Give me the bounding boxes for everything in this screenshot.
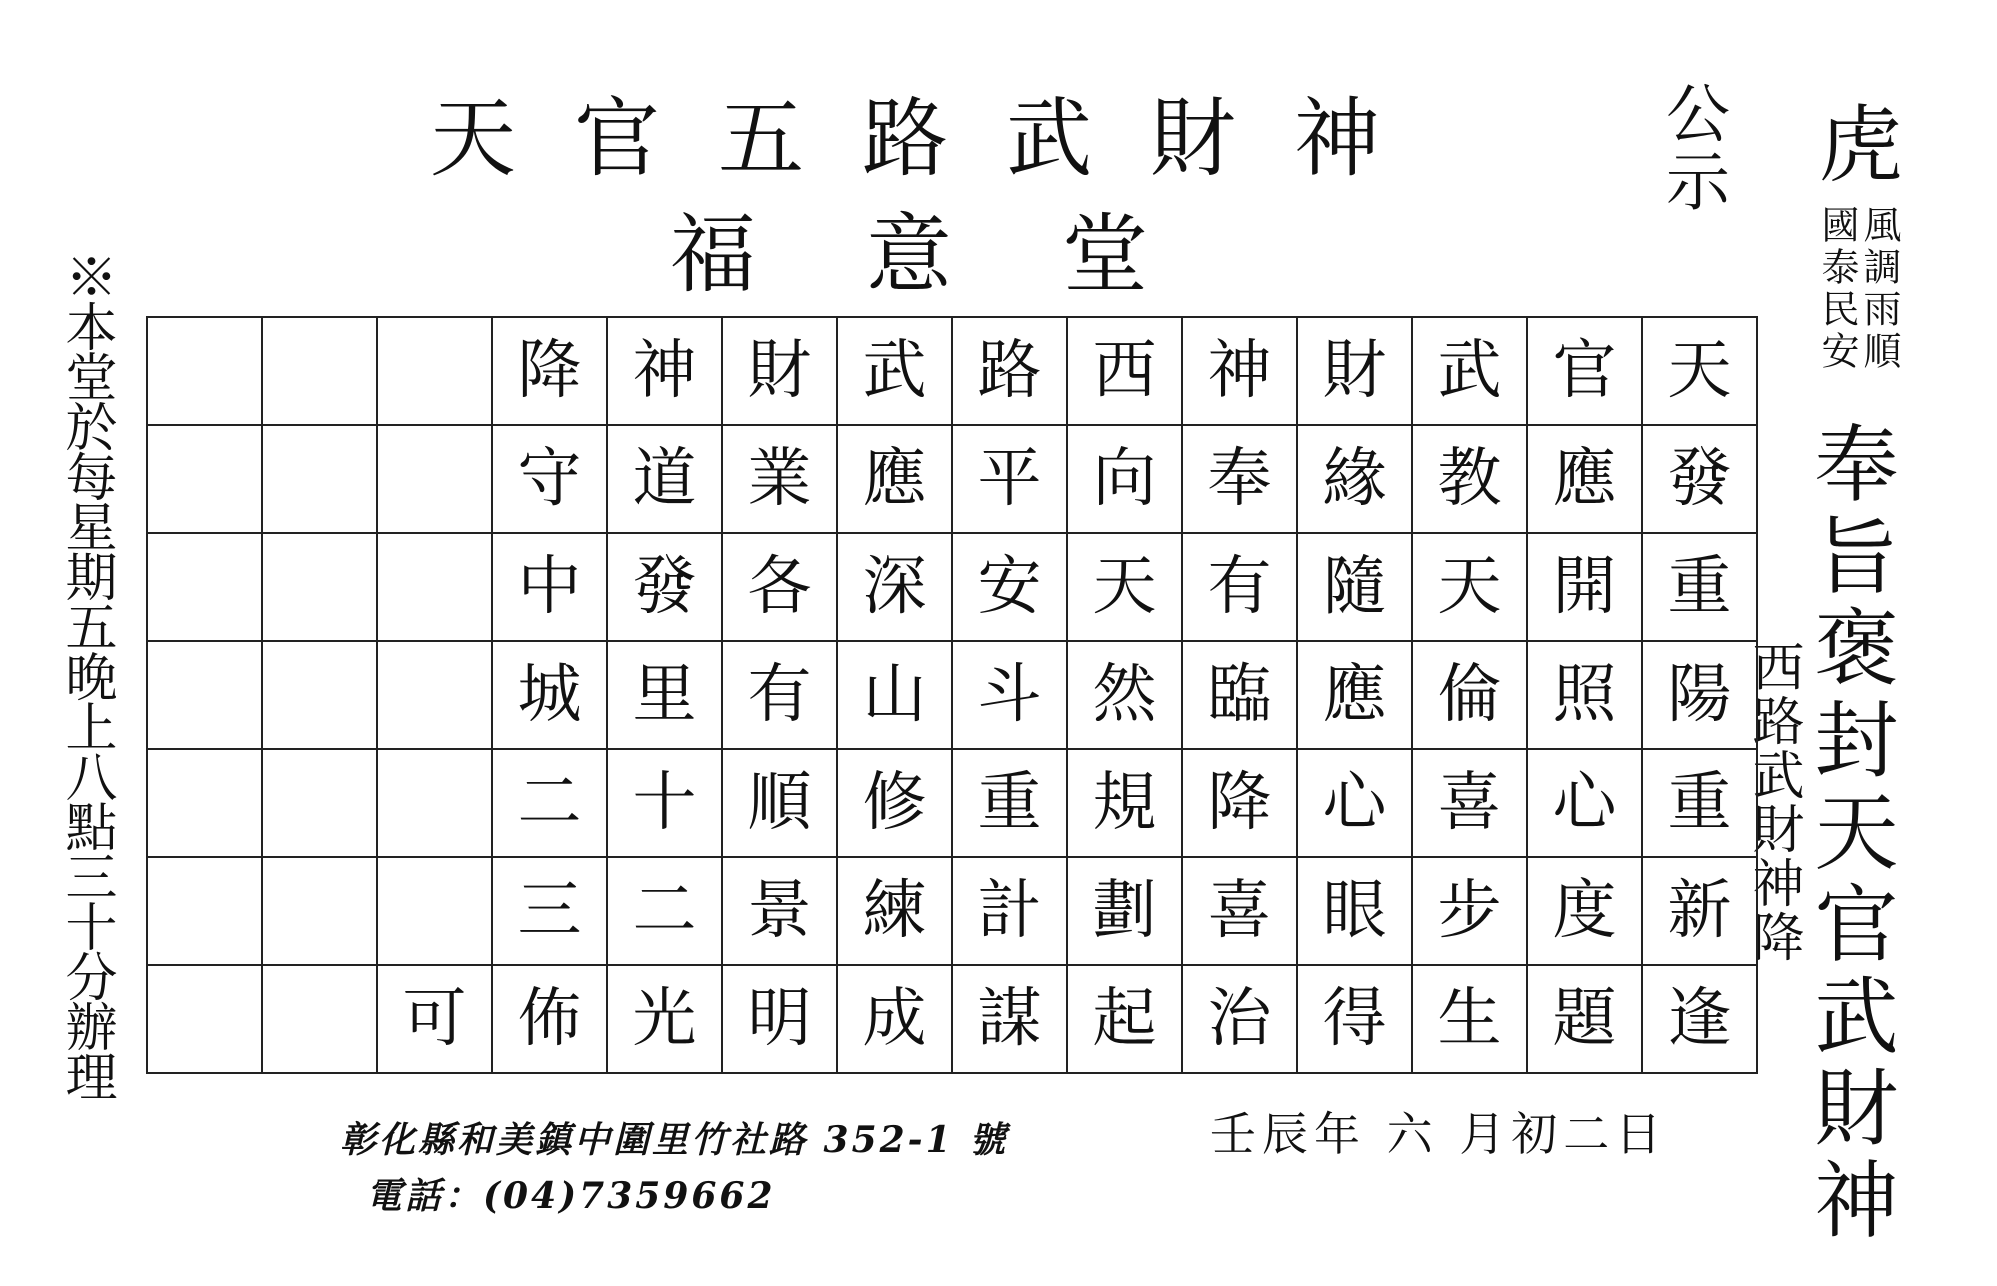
poem-cell: 武: [1412, 317, 1527, 425]
grid-row: [147, 533, 1757, 641]
poem-cell: 業: [722, 425, 837, 533]
poem-cell: 守: [492, 425, 607, 533]
poem-cell: [262, 749, 377, 857]
poem-cell: 奉: [1182, 425, 1297, 533]
poem-cell: 題: [1527, 965, 1642, 1073]
poem-cell: 各: [722, 533, 837, 641]
grid-row: [147, 965, 1757, 1073]
poem-cell: 安: [952, 533, 1067, 641]
poem-cell: 謀: [952, 965, 1067, 1073]
poem-cell: 生: [1412, 965, 1527, 1073]
poem-cell: 重: [1642, 749, 1757, 857]
poem-cell: 武: [837, 317, 952, 425]
poem-cell: 有: [722, 641, 837, 749]
poem-cell: 西: [1067, 317, 1182, 425]
poem-cell: 順: [722, 749, 837, 857]
tiger-character: 虎: [1805, 100, 1903, 184]
poem-cell: 發: [607, 533, 722, 641]
poem-cell: [262, 857, 377, 965]
poem-cell: 深: [837, 533, 952, 641]
poem-cell: 佈: [492, 965, 607, 1073]
poem-cell: [377, 749, 492, 857]
poem-cell: 修: [837, 749, 952, 857]
poem-cell: 三: [492, 857, 607, 965]
poem-cell: 中: [492, 533, 607, 641]
poem-cell: 財: [722, 317, 837, 425]
phone-number: 電話：(04)7359662: [366, 1175, 776, 1217]
poem-cell: 天: [1412, 533, 1527, 641]
poem-cell: 光: [607, 965, 722, 1073]
poem-cell: 新: [1642, 857, 1757, 965]
descent-label: 西路武財神降: [1743, 640, 1803, 964]
decree-title: 奉旨褒封天官武財神: [1801, 420, 1899, 1248]
poem-cell: [147, 425, 262, 533]
poem-cell: [377, 317, 492, 425]
poem-grid: [146, 316, 1758, 1074]
poem-cell: 二: [607, 857, 722, 965]
poem-cell: 心: [1527, 749, 1642, 857]
poem-cell: [377, 533, 492, 641]
poem-cell: 重: [952, 749, 1067, 857]
poem-cell: 可: [377, 965, 492, 1073]
address: 彰化縣和美鎮中圍里竹社路 352-1 號: [340, 1119, 1009, 1161]
poem-cell: [147, 857, 262, 965]
poem-cell: [147, 965, 262, 1073]
poem-cell: 里: [607, 641, 722, 749]
poem-cell: 治: [1182, 965, 1297, 1073]
schedule-note: ※本堂於每星期五晚上八點三十分辦理: [56, 250, 116, 1100]
poem-cell: 心: [1297, 749, 1412, 857]
grid-row: [147, 857, 1757, 965]
poem-cell: 計: [952, 857, 1067, 965]
poem-cell: 隨: [1297, 533, 1412, 641]
poem-cell: 十: [607, 749, 722, 857]
poem-cell: [147, 749, 262, 857]
grid-row: [147, 317, 1757, 425]
poem-cell: [147, 641, 262, 749]
motto-right: 風調雨順: [1857, 205, 1901, 373]
grid-row: [147, 749, 1757, 857]
poem-cell: 降: [1182, 749, 1297, 857]
poem-cell: 明: [722, 965, 837, 1073]
poem-cell: 景: [722, 857, 837, 965]
motto-block: [1815, 205, 1901, 415]
poem-cell: [262, 425, 377, 533]
poem-cell: 開: [1527, 533, 1642, 641]
poem-cell: [377, 641, 492, 749]
poem-cell: 成: [837, 965, 952, 1073]
poem-cell: 照: [1527, 641, 1642, 749]
poem-cell: 練: [837, 857, 952, 965]
grid-row: [147, 641, 1757, 749]
poem-cell: 道: [607, 425, 722, 533]
poem-cell: 斗: [952, 641, 1067, 749]
notice-mark: 公示: [1655, 80, 1729, 216]
poem-cell: 倫: [1412, 641, 1527, 749]
poem-cell: 逢: [1642, 965, 1757, 1073]
poem-cell: 應: [837, 425, 952, 533]
poem-cell: 天: [1067, 533, 1182, 641]
poem-cell: [262, 641, 377, 749]
poem-cell: [377, 425, 492, 533]
poem-cell: 財: [1297, 317, 1412, 425]
poem-cell: 然: [1067, 641, 1182, 749]
poem-cell: [262, 965, 377, 1073]
poem-cell: [377, 857, 492, 965]
poem-cell: 步: [1412, 857, 1527, 965]
poem-cell: [147, 317, 262, 425]
poem-cell: 重: [1642, 533, 1757, 641]
poem-cell: 眼: [1297, 857, 1412, 965]
poem-cell: [147, 533, 262, 641]
poem-cell: 應: [1297, 641, 1412, 749]
poem-cell: 教: [1412, 425, 1527, 533]
poem-cell: 緣: [1297, 425, 1412, 533]
motto-left: 國泰民安: [1815, 205, 1859, 373]
poem-cell: 喜: [1182, 857, 1297, 965]
poem-cell: 城: [492, 641, 607, 749]
poem-cell: 應: [1527, 425, 1642, 533]
poem-cell: 天: [1642, 317, 1757, 425]
poem-cell: 山: [837, 641, 952, 749]
poem-cell: 度: [1527, 857, 1642, 965]
poem-cell: 得: [1297, 965, 1412, 1073]
grid-row: [147, 425, 1757, 533]
poem-cell: 臨: [1182, 641, 1297, 749]
poem-cell: 陽: [1642, 641, 1757, 749]
poem-cell: 二: [492, 749, 607, 857]
poem-cell: 平: [952, 425, 1067, 533]
poem-cell: 路: [952, 317, 1067, 425]
issue-date: 壬辰年 六 月初二日: [1210, 1107, 1668, 1161]
poem-cell: 發: [1642, 425, 1757, 533]
temple-title: 天官五路武財神: [430, 89, 1438, 189]
poem-cell: 有: [1182, 533, 1297, 641]
poem-cell: [262, 317, 377, 425]
poem-cell: 喜: [1412, 749, 1527, 857]
poem-cell: 神: [1182, 317, 1297, 425]
poem-cell: 規: [1067, 749, 1182, 857]
poem-cell: 神: [607, 317, 722, 425]
poem-cell: 官: [1527, 317, 1642, 425]
poem-cell: 向: [1067, 425, 1182, 533]
poem-cell: [262, 533, 377, 641]
poem-cell: 降: [492, 317, 607, 425]
poem-cell: 劃: [1067, 857, 1182, 965]
poem-cell: 起: [1067, 965, 1182, 1073]
hall-name: 福意堂: [670, 205, 1258, 305]
